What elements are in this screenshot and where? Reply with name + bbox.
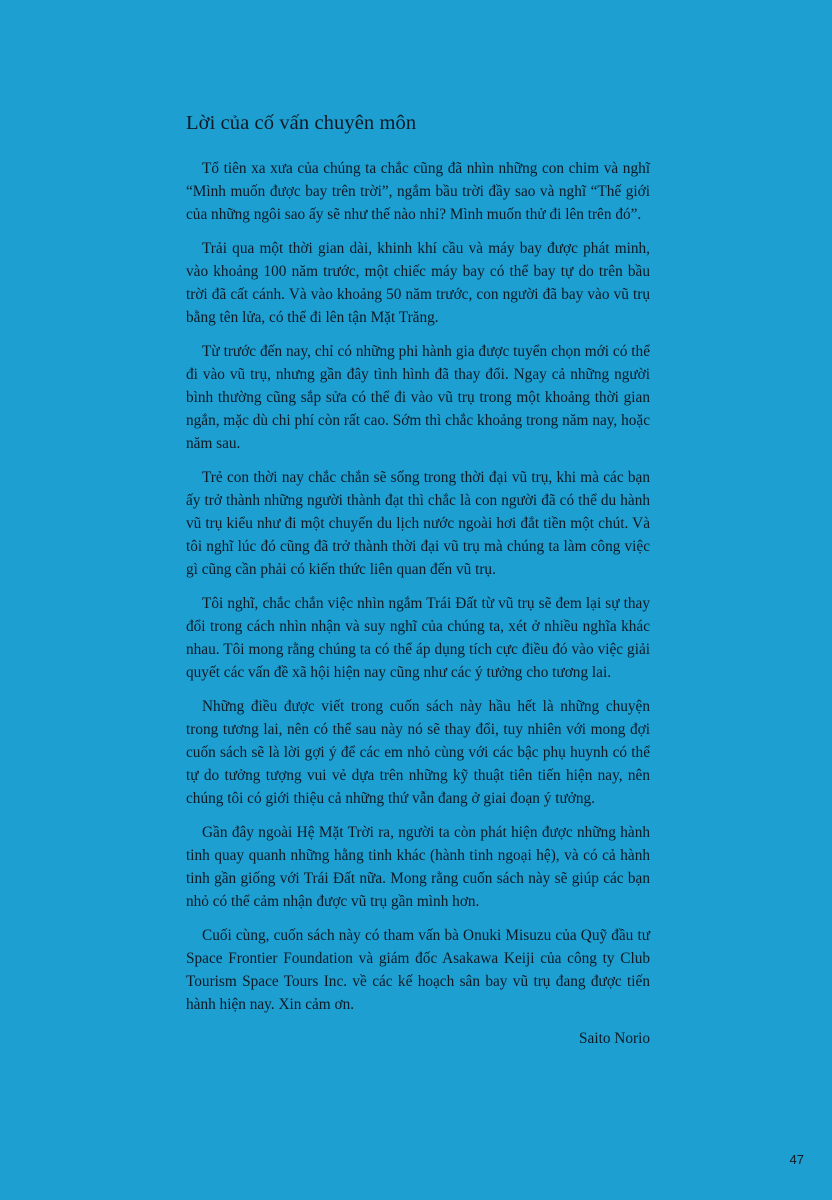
author-signature: Saito Norio [579,1030,650,1047]
article [186,112,650,1050]
page-title: Lời của cố vấn chuyên môn [186,112,417,134]
paragraph: Tôi nghĩ, chắc chắn việc nhìn ngắm Trái Đất từ vũ trụ sẽ đem lại sự thay đổi trong cách nhìn nhận và suy nghĩ của chúng ta, xét ở nhiều nghĩa khác nhau. Tôi mong rằng chúng ta có thể áp dụng tích cực điều đó vào việc giải quyết các vấn đề xã hội hiện nay cũng như các ý tưởng cho tương lai. [186,595,650,681]
paragraph: Trẻ con thời nay chắc chắn sẽ sống trong thời đại vũ trụ, khi mà các bạn ấy trở thành những người thành đạt thì chắc là con người đã có thể du hành vũ trụ kiểu như đi một chuyến du lịch nước ngoài hơi đắt tiền một chút. Và tôi nghĩ lúc đó cũng đã trở thành thời đại vũ trụ mà chúng ta làm công việc gì cũng cần phải có kiến thức liên quan đến vũ trụ. [186,469,650,578]
paragraph: Từ trước đến nay, chỉ có những phi hành gia được tuyển chọn mới có thể đi vào vũ trụ, nhưng gần đây tình hình đã thay đổi. Ngay cả những người bình thường cũng sắp sửa có thể đi vào vũ trụ trong một khoảng thời gian ngắn, mặc dù chi phí còn rất cao. Sớm thì chắc khoảng trong năm nay, hoặc năm sau. [186,343,650,452]
paragraph: Cuối cùng, cuốn sách này có tham vấn bà Onuki Misuzu của Quỹ đầu tư Space Frontier Foundation và giám đốc Asakawa Keiji của công ty Club Tourism Space Tours Inc. về các kế hoạch sân bay vũ trụ đang được tiến hành hiện nay. Xin cảm ơn. [186,927,650,1013]
paragraph: Trải qua một thời gian dài, khinh khí cầu và máy bay được phát minh, vào khoảng 100 năm trước, một chiếc máy bay có thể bay tự do trên bầu trời đã cất cánh. Và vào khoảng 50 năm trước, con người đã bay vào vũ trụ bằng tên lửa, có thể đi lên tận Mặt Trăng. [186,240,650,326]
paragraph: Những điều được viết trong cuốn sách này hầu hết là những chuyện trong tương lai, nên có thể sau này nó sẽ thay đổi, tuy nhiên với mong đợi cuốn sách sẽ là lời gợi ý để các em nhỏ cùng với các bậc phụ huynh có thể tự do tưởng tượng vui vẻ dựa trên những kỹ thuật tiên tiến hiện nay, nên chúng tôi có giới thiệu cả những thứ vẫn đang ở giai đoạn ý tưởng. [186,698,650,807]
page-number: 47 [789,1152,804,1167]
paragraph: Gần đây ngoài Hệ Mặt Trời ra, người ta còn phát hiện được những hành tinh quay quanh những hằng tinh khác (hành tinh ngoại hệ), và có cả hành tinh gần giống với Trái Đất nữa. Mong rằng cuốn sách này sẽ giúp các bạn nhỏ có thể cảm nhận được vũ trụ gần mình hơn. [186,824,650,910]
paragraph: Tổ tiên xa xưa của chúng ta chắc cũng đã nhìn những con chim và nghĩ “Mình muốn được bay trên trời”, ngắm bầu trời đầy sao và nghĩ “Thế giới của những ngôi sao ấy sẽ như thế nào nhỉ? Mình muốn thử đi lên trên đó”. [186,160,650,223]
